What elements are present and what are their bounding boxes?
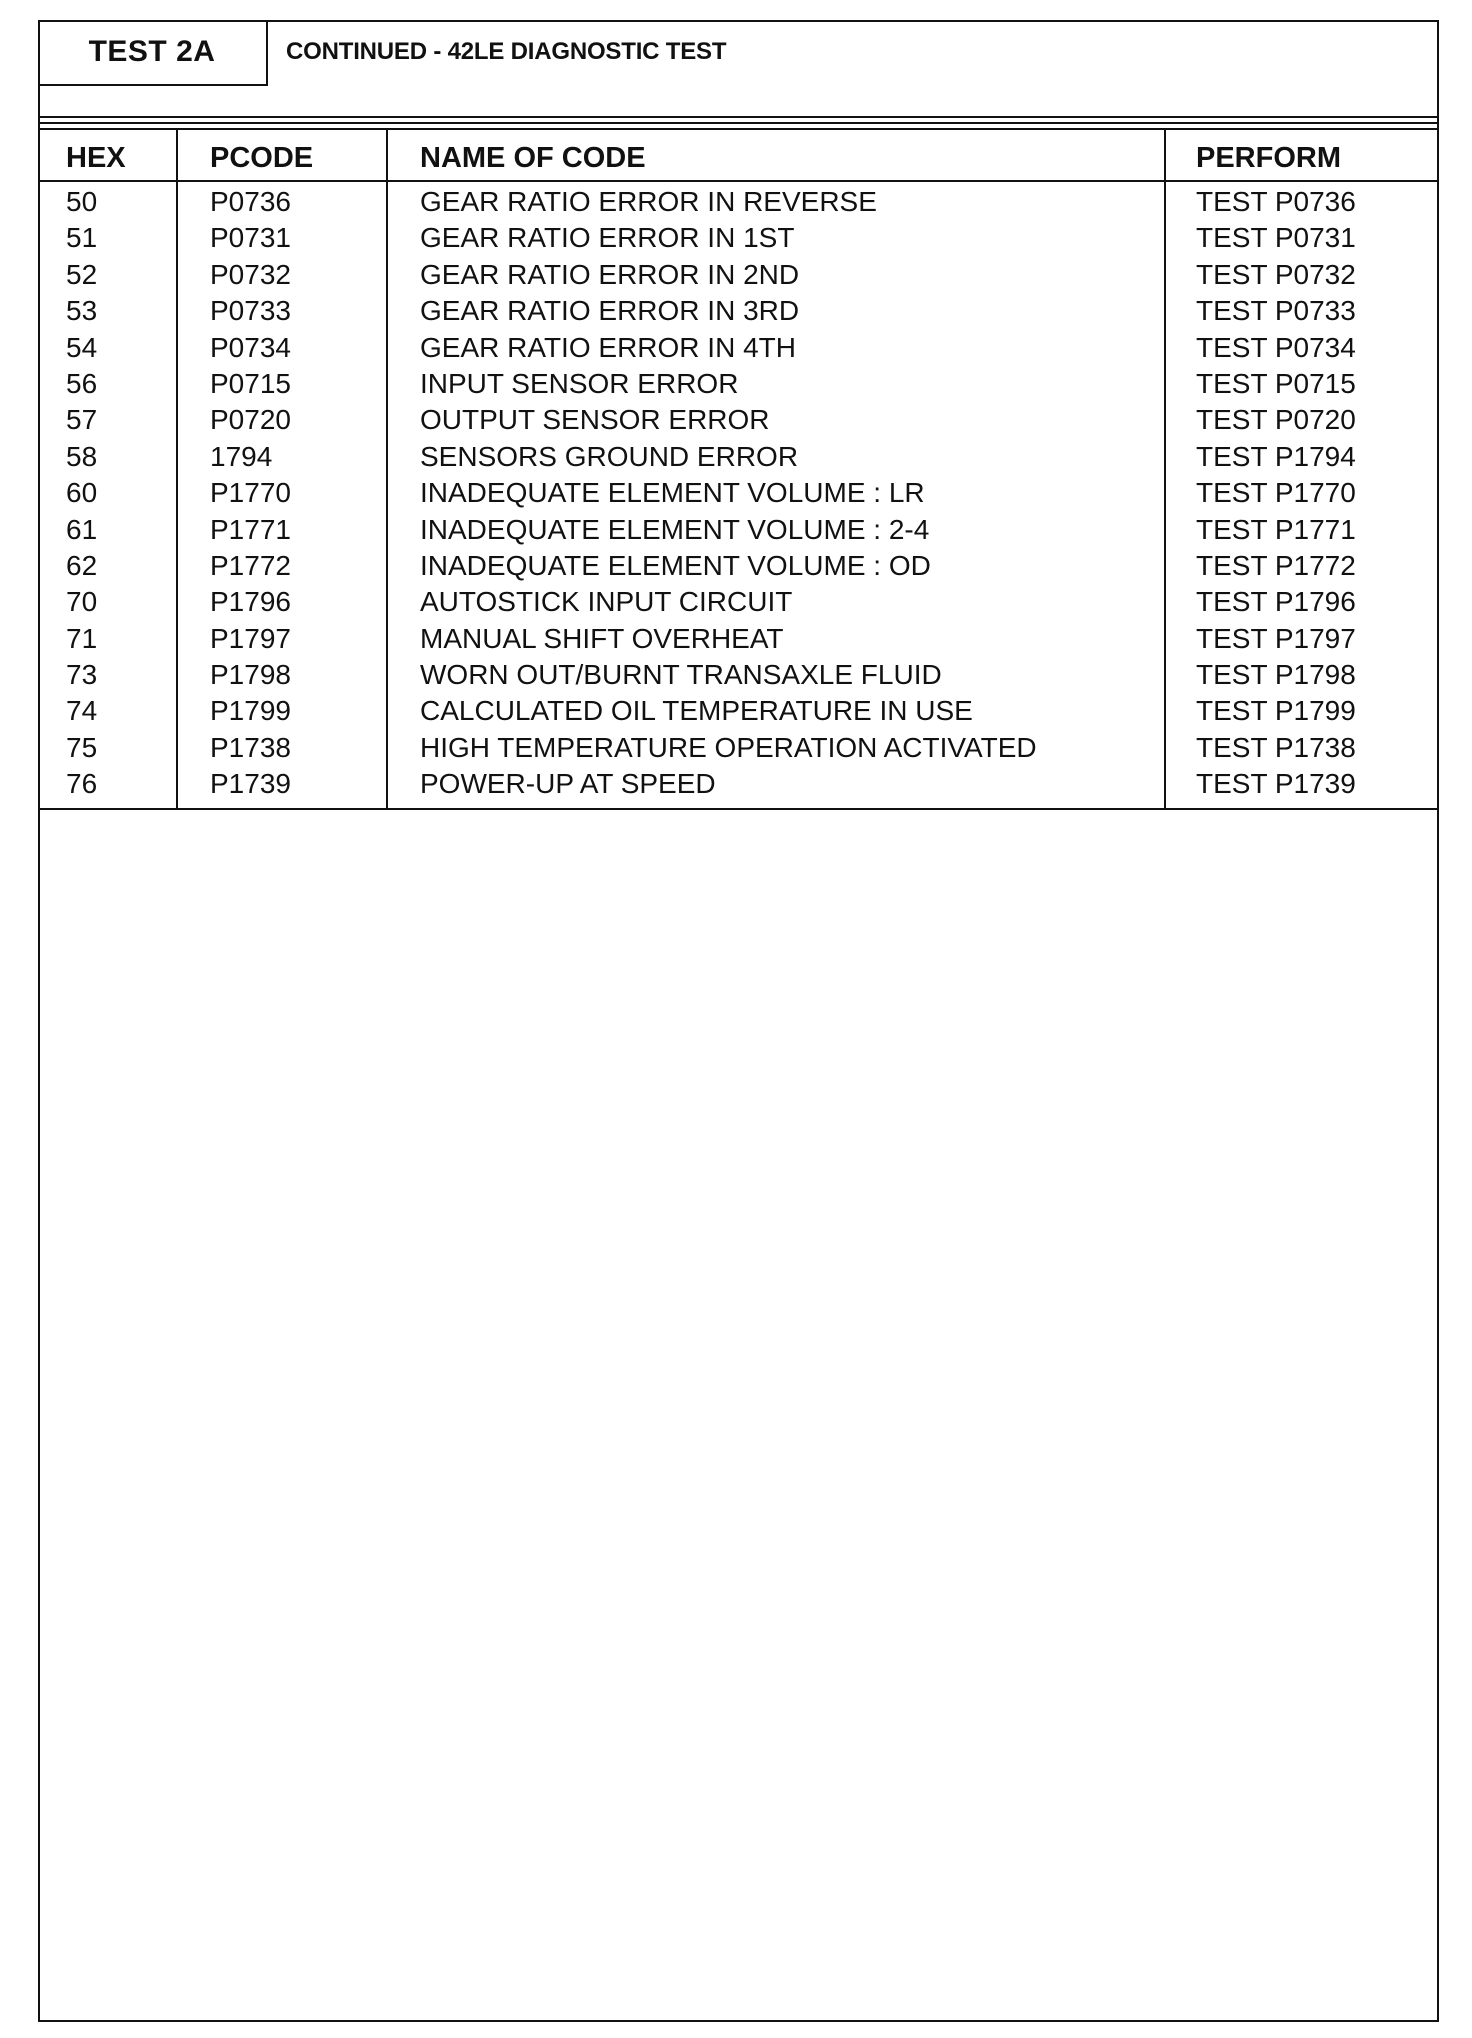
code-name-cell: GEAR RATIO ERROR IN 4TH — [420, 331, 796, 363]
pcode-cell: P1798 — [210, 659, 291, 691]
code-name-cell: SENSORS GROUND ERROR — [420, 440, 799, 472]
code-name-cell: GEAR RATIO ERROR IN 1ST — [420, 222, 795, 254]
pcode-cell: P1797 — [210, 622, 291, 654]
pcode-cell: P0734 — [210, 331, 291, 363]
perform-cell: TEST P0736 — [1196, 186, 1356, 217]
table-row — [38, 621, 1439, 657]
pcode-cell: P1738 — [210, 731, 291, 763]
code-name-cell: GEAR RATIO ERROR IN 3RD — [420, 295, 800, 327]
hex-cell: 71 — [66, 622, 98, 654]
hex-cell: 75 — [66, 731, 98, 763]
perform-cell: TEST P1799 — [1196, 695, 1356, 727]
hex-cell: 54 — [66, 331, 98, 363]
test-label — [38, 20, 268, 86]
pcode-cell: P1799 — [210, 695, 291, 727]
hex-cell: 73 — [66, 659, 98, 691]
code-name-cell: GEAR RATIO ERROR IN REVERSE — [420, 186, 877, 217]
hex-cell: 52 — [66, 258, 98, 290]
pcode-cell: 1794 — [210, 440, 273, 472]
code-name-cell: INADEQUATE ELEMENT VOLUME : OD — [420, 549, 931, 581]
code-name-cell: AUTOSTICK INPUT CIRCUIT — [420, 586, 793, 618]
hex-cell: 61 — [66, 513, 98, 545]
pcode-cell: P1739 — [210, 768, 291, 800]
pcode-cell: P1771 — [210, 513, 291, 545]
column-header-hex: HEX — [66, 142, 126, 174]
perform-cell: TEST P1796 — [1196, 586, 1356, 618]
code-name-cell: INADEQUATE ELEMENT VOLUME : LR — [420, 477, 925, 509]
code-name-cell: MANUAL SHIFT OVERHEAT — [420, 622, 784, 654]
table-row — [38, 330, 1439, 366]
hex-cell: 60 — [66, 477, 98, 509]
hex-cell: 50 — [66, 186, 98, 217]
perform-cell: TEST P1798 — [1196, 659, 1356, 691]
perform-cell: TEST P1772 — [1196, 549, 1356, 581]
page-title: CONTINUED - 42LE DIAGNOSTIC TEST — [286, 38, 727, 65]
code-name-cell: GEAR RATIO ERROR IN 2ND — [420, 258, 800, 290]
pcode-cell: P1772 — [210, 549, 291, 581]
table-row — [38, 657, 1439, 693]
code-name-cell: INADEQUATE ELEMENT VOLUME : 2-4 — [420, 513, 930, 545]
code-name-cell: WORN OUT/BURNT TRANSAXLE FLUID — [420, 659, 942, 691]
perform-cell: TEST P1739 — [1196, 768, 1356, 800]
column-header-pcode: PCODE — [210, 142, 314, 174]
hex-cell: 62 — [66, 549, 98, 581]
pcode-cell: P1770 — [210, 477, 291, 509]
code-name-cell: OUTPUT SENSOR ERROR — [420, 404, 770, 436]
hex-cell: 76 — [66, 768, 98, 800]
perform-cell: TEST P1794 — [1196, 440, 1356, 472]
pcode-cell: P0733 — [210, 295, 291, 327]
table-row — [38, 584, 1439, 620]
test-label-text: TEST 2A — [88, 35, 216, 68]
table-row — [38, 548, 1439, 584]
perform-cell: TEST P0734 — [1196, 331, 1356, 363]
pcode-cell: P0720 — [210, 404, 291, 436]
table-row — [38, 402, 1439, 438]
perform-cell: TEST P1797 — [1196, 622, 1356, 654]
code-name-cell: HIGH TEMPERATURE OPERATION ACTIVATED — [420, 731, 1037, 763]
perform-cell: TEST P0733 — [1196, 295, 1356, 327]
perform-cell: TEST P0720 — [1196, 404, 1356, 436]
table-row — [38, 293, 1439, 329]
table-row — [38, 693, 1439, 729]
table-row — [38, 766, 1439, 802]
column-header-perform: PERFORM — [1196, 142, 1341, 174]
table-row — [38, 366, 1439, 402]
table-row — [38, 220, 1439, 256]
hex-cell: 51 — [66, 222, 98, 254]
divider-rule — [38, 122, 1439, 124]
code-name-cell: POWER-UP AT SPEED — [420, 768, 716, 800]
perform-cell: TEST P0732 — [1196, 258, 1356, 290]
hex-cell: 56 — [66, 367, 98, 399]
perform-cell: TEST P0731 — [1196, 222, 1356, 254]
hex-cell: 70 — [66, 586, 98, 618]
perform-cell: TEST P0715 — [1196, 367, 1356, 399]
code-name-cell: CALCULATED OIL TEMPERATURE IN USE — [420, 695, 973, 727]
hex-cell: 58 — [66, 440, 98, 472]
table-row — [38, 730, 1439, 766]
hex-cell: 53 — [66, 295, 98, 327]
perform-cell: TEST P1770 — [1196, 477, 1356, 509]
pcode-cell: P0736 — [210, 186, 291, 217]
hex-cell: 57 — [66, 404, 98, 436]
code-name-cell: INPUT SENSOR ERROR — [420, 367, 739, 399]
table-row — [38, 475, 1439, 511]
pcode-cell: P1796 — [210, 586, 291, 618]
table-row — [38, 439, 1439, 475]
hex-cell: 74 — [66, 695, 98, 727]
pcode-cell: P0731 — [210, 222, 291, 254]
perform-cell: TEST P1738 — [1196, 731, 1356, 763]
table-row — [38, 257, 1439, 293]
table-body — [38, 184, 1439, 803]
table-row — [38, 184, 1439, 220]
pcode-cell: P0715 — [210, 367, 291, 399]
column-header-name: NAME OF CODE — [420, 142, 646, 174]
pcode-cell: P0732 — [210, 258, 291, 290]
perform-cell: TEST P1771 — [1196, 513, 1356, 545]
table-row — [38, 512, 1439, 548]
